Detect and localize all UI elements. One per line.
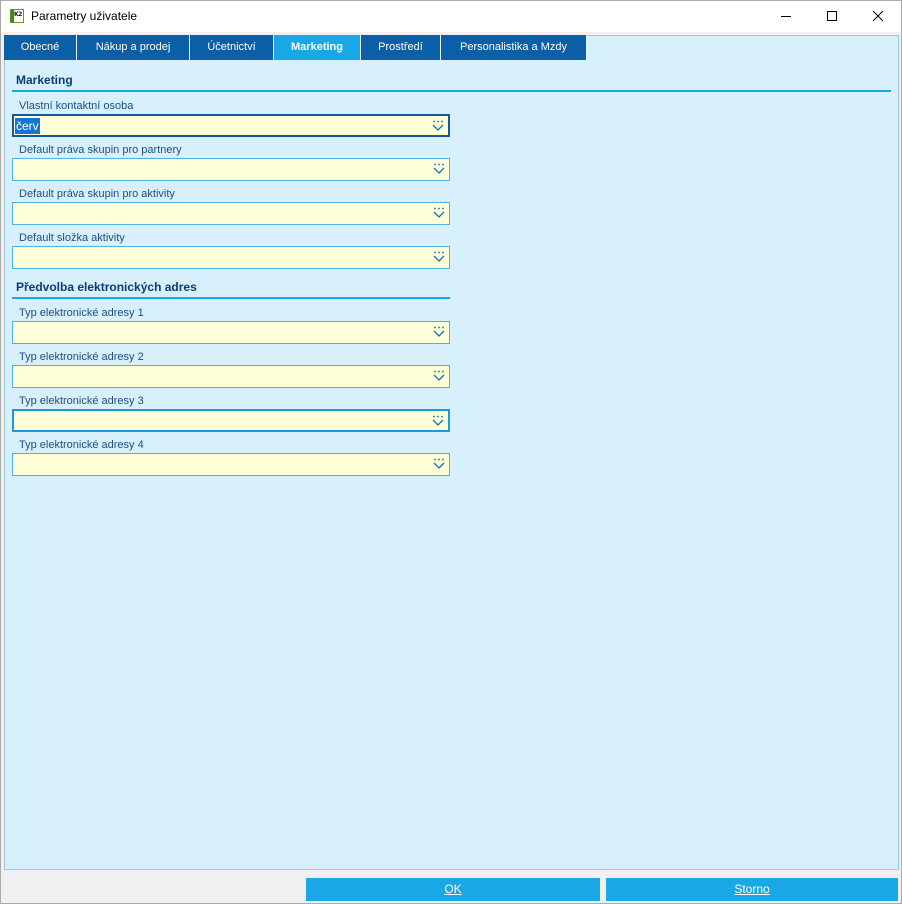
dropdown-icon[interactable] [433,251,445,263]
title-bar[interactable] [1,1,901,32]
partner-rights-combo[interactable] [12,158,450,181]
dropdown-icon[interactable] [433,458,445,470]
field-label-address-type-3: Typ elektronické adresy 3 [19,395,144,407]
app-logo-icon: K2 [10,9,24,23]
minimize-button[interactable] [763,1,809,32]
tab-obecne[interactable]: Obecné [4,35,77,60]
field-label-address-type-2: Typ elektronické adresy 2 [19,351,144,363]
address-type-1-combo[interactable] [12,321,450,344]
field-label-address-type-1: Typ elektronické adresy 1 [19,307,144,319]
address-type-4-combo[interactable] [12,453,450,476]
cancel-button[interactable]: Storno [606,878,898,901]
contact-person-value[interactable]: červ [16,119,39,133]
activity-folder-combo[interactable] [12,246,450,269]
close-icon [873,11,884,22]
ok-button[interactable]: OK [306,878,600,901]
field-label-address-type-4: Typ elektronické adresy 4 [19,439,144,451]
close-button[interactable] [855,1,901,32]
field-label-partner-rights: Default práva skupin pro partnery [19,144,182,156]
field-label-activity-rights: Default práva skupin pro aktivity [19,188,175,200]
tab-ucetnictvi[interactable]: Účetnictví [190,35,274,60]
dropdown-icon[interactable] [433,163,445,175]
address-type-3-combo[interactable] [12,409,450,432]
tab-prostredi[interactable]: Prostředí [361,35,441,60]
activity-rights-combo[interactable] [12,202,450,225]
tab-personalistika-a-mzdy[interactable]: Personalistika a Mzdy [441,35,587,60]
section-title-marketing: Marketing [16,73,73,87]
dropdown-icon[interactable] [433,326,445,338]
maximize-icon [827,11,838,22]
window-title: Parametry uživatele [31,9,138,23]
address-type-2-combo[interactable] [12,365,450,388]
dropdown-icon[interactable] [433,370,445,382]
tab-bar [4,35,587,60]
tab-nakup-a-prodej[interactable]: Nákup a prodej [77,35,190,60]
dropdown-icon[interactable] [432,120,444,132]
section-divider [12,90,891,92]
dropdown-icon[interactable] [433,207,445,219]
section-title-addresses: Předvolba elektronických adres [16,280,197,294]
minimize-icon [781,11,792,22]
section-divider [12,297,450,299]
field-label-activity-folder: Default složka aktivity [19,232,125,244]
maximize-button[interactable] [809,1,855,32]
field-label-contact-person: Vlastní kontaktní osoba [19,100,134,112]
contact-person-combo[interactable] [12,114,450,137]
tab-marketing[interactable]: Marketing [274,35,361,60]
dropdown-icon[interactable] [432,415,444,427]
